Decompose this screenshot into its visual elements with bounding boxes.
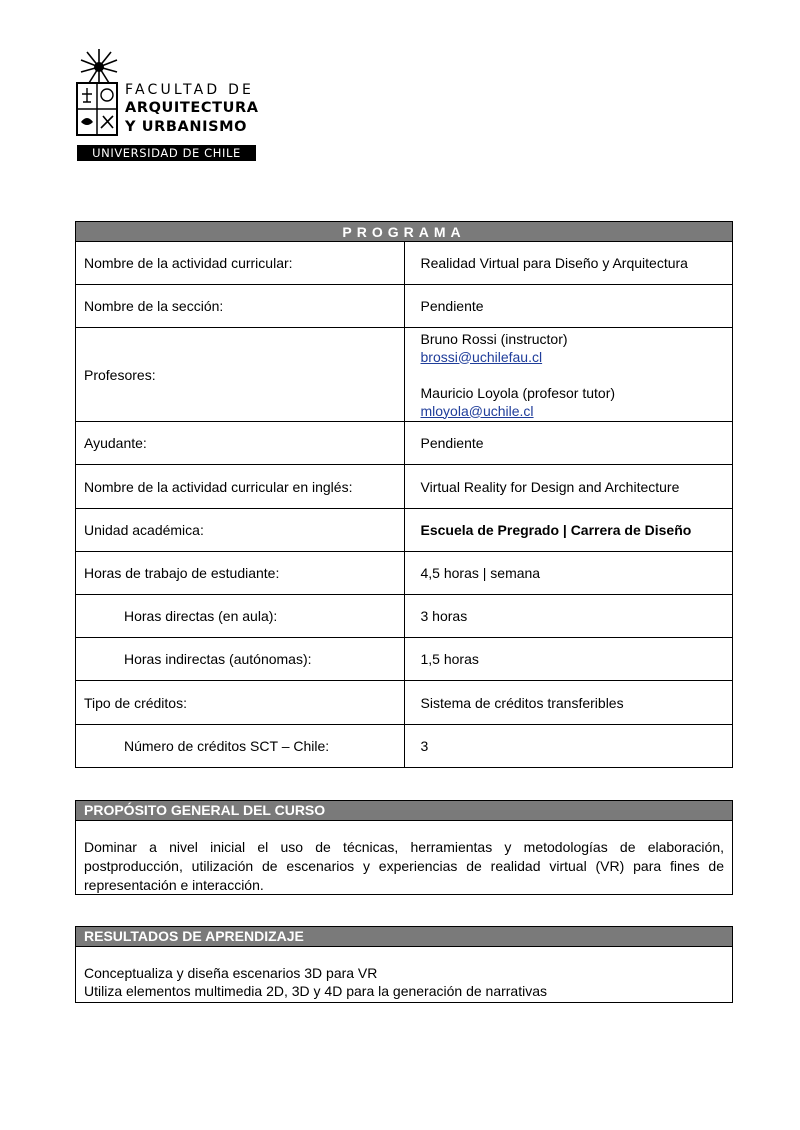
value-profesores bbox=[404, 328, 733, 422]
label-tipo: Tipo de créditos: bbox=[76, 681, 405, 725]
proposito-header: PROPÓSITO GENERAL DEL CURSO bbox=[76, 801, 732, 821]
label-nombre: Nombre de la actividad curricular: bbox=[76, 242, 405, 285]
row-horas bbox=[76, 552, 733, 595]
label-ayudante: Ayudante: bbox=[76, 422, 405, 465]
programa-table bbox=[75, 221, 733, 768]
label-indirectas: Horas indirectas (autónomas): bbox=[76, 638, 405, 681]
value-unidad: Escuela de Pregrado | Carrera de Diseño bbox=[404, 509, 733, 552]
label-unidad: Unidad académica: bbox=[76, 509, 405, 552]
row-ingles bbox=[76, 465, 733, 509]
profesor-1-email-link[interactable]: brossi@uchilefau.cl bbox=[420, 348, 543, 365]
logo-university-bar: UNIVERSIDAD DE CHILE bbox=[77, 145, 256, 161]
proposito-text: Dominar a nivel inicial el uso de técnicas, herramientas y metodologías de elaboración, postproducción, utilización de escenarios y experiencias de realidad virtual (VR) para fines de representación e interacción. bbox=[84, 839, 724, 893]
row-seccion bbox=[76, 285, 733, 328]
logo-line-faculty: FACULTAD DE bbox=[125, 82, 255, 98]
value-horas: 4,5 horas | semana bbox=[404, 552, 733, 595]
profesor-2-email-link[interactable]: mloyola@uchile.cl bbox=[420, 402, 534, 419]
resultado-item-1: Conceptualiza y diseña escenarios 3D para VR bbox=[84, 965, 378, 981]
label-horas: Horas de trabajo de estudiante: bbox=[76, 552, 405, 595]
value-nombre: Realidad Virtual para Diseño y Arquitectura bbox=[404, 242, 733, 285]
logo-wordmark bbox=[125, 81, 265, 137]
value-directas: 3 horas bbox=[404, 595, 733, 638]
sun-emblem-icon bbox=[79, 48, 119, 86]
row-indirectas bbox=[76, 638, 733, 681]
row-creditos bbox=[76, 725, 733, 768]
proposito-section bbox=[75, 800, 733, 895]
resultados-header: RESULTADOS DE APRENDIZAJE bbox=[76, 927, 732, 947]
row-unidad bbox=[76, 509, 733, 552]
profesor-1-name: Bruno Rossi (instructor) bbox=[420, 330, 568, 347]
logo-line-urbanism: Y URBANISMO bbox=[125, 119, 248, 135]
value-creditos: 3 bbox=[404, 725, 733, 768]
label-seccion: Nombre de la sección: bbox=[76, 285, 405, 328]
row-tipo bbox=[76, 681, 733, 725]
logo-line-architecture: ARQUITECTURA bbox=[125, 100, 259, 116]
value-indirectas: 1,5 horas bbox=[404, 638, 733, 681]
label-profesores: Profesores: bbox=[76, 328, 405, 422]
row-profesores bbox=[76, 328, 733, 422]
profesor-2-name: Mauricio Loyola (profesor tutor) bbox=[420, 384, 616, 401]
row-ayudante bbox=[76, 422, 733, 465]
label-ingles: Nombre de la actividad curricular en inglés: bbox=[76, 465, 405, 509]
value-tipo: Sistema de créditos transferibles bbox=[404, 681, 733, 725]
value-ingles: Virtual Reality for Design and Architecture bbox=[404, 465, 733, 509]
label-directas: Horas directas (en aula): bbox=[76, 595, 405, 638]
row-nombre bbox=[76, 242, 733, 285]
programa-header: PROGRAMA bbox=[76, 222, 733, 242]
resultado-item-2: Utiliza elementos multimedia 2D, 3D y 4D para la generación de narrativas bbox=[84, 983, 547, 999]
value-ayudante: Pendiente bbox=[404, 422, 733, 465]
row-directas bbox=[76, 595, 733, 638]
value-seccion: Pendiente bbox=[404, 285, 733, 328]
label-creditos: Número de créditos SCT – Chile: bbox=[76, 725, 405, 768]
faculty-logo bbox=[76, 48, 266, 166]
resultados-section bbox=[75, 926, 733, 1003]
university-shield-icon bbox=[76, 82, 118, 136]
